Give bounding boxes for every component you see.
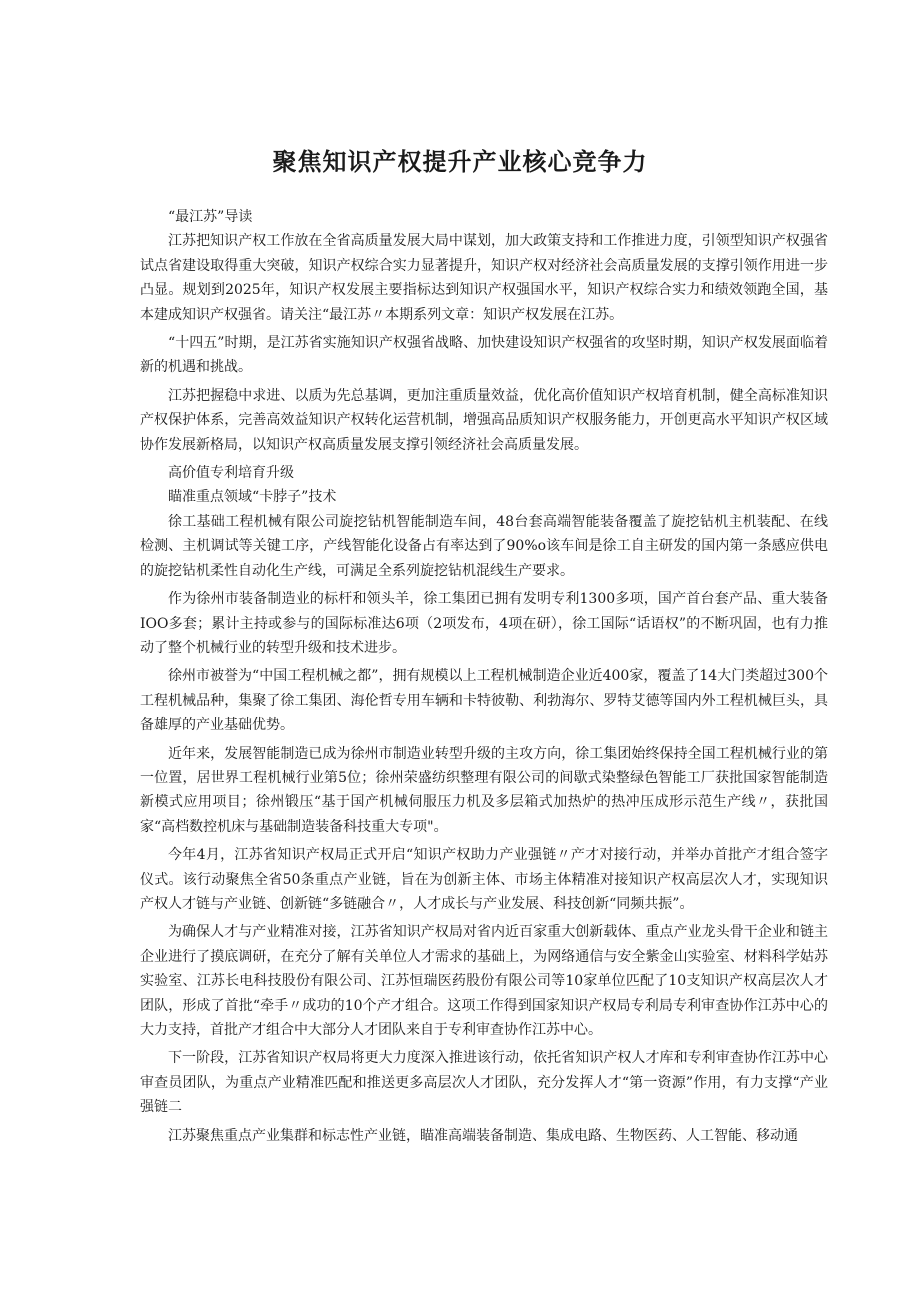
body-paragraph: 作为徐州市装备制造业的标杆和领头羊，徐工集团已拥有发明专利1300多项，国产首台套产品、重大装备IOO多套；累计主持或参与的国际标准达6项（2项发布，4项在研），徐工国际“话语权”的不断巩固，也有力推动了整个机械行业的转型升级和技术进步。 xyxy=(140,591,828,656)
intro-label: “最江苏”导读 xyxy=(168,209,253,225)
body-paragraph: 为确保人才与产业精准对接，江苏省知识产权局对省内近百家重大创新载体、重点产业龙头骨干企业和链主企业进行了摸底调研，在充分了解有关单位人才需求的基础上，为网络通信与安全紫金山实验室、材料科学姑苏实验室、江苏长电科技股份有限公司、江苏恒瑞医药股份有限公司等10家单位匹配了10支知识产权高层次人才团队，形成了首批“牵手〃成功的10个产才组合。这项工作得到国家知识产权局专利局专利审查协作江苏中心的大力支持，首批产才组合中大部分人才团队来自于专利审查协作江苏中心。 xyxy=(140,924,828,1038)
body-paragraph: 江苏聚焦重点产业集群和标志性产业链，瞄准高端装备制造、集成电路、生物医药、人工智能、移动通 xyxy=(168,1127,798,1144)
document-body xyxy=(140,205,828,1152)
document-title: 聚焦知识产权提升产业核心竞争力 xyxy=(272,148,648,176)
body-paragraph: 江苏把知识产权工作放在全省高质量发展大局中谋划，加大政策支持和工作推进力度，引领型知识产权强省试点省建设取得重大突破，知识产权综合实力显著提升，知识产权对经济社会高质量发展的支撑引领作用进一步凸显。规划到2025年，知识产权发展主要指标达到知识产权强国水平，知识产权综合实力和绩效领跑全国，基本建成知识产权强省。请关注“最江苏〃本期系列文章：知识产权发展在江苏。 xyxy=(140,233,828,323)
body-paragraph: “十四五”时期，是江苏省实施知识产权强省战略、加快建设知识产权强省的攻坚时期，知识产权发展面临着新的机遇和挑战。 xyxy=(140,335,828,376)
body-paragraph: 下一阶段，江苏省知识产权局将更大力度深入推进该行动，依托省知识产权人才库和专利审查协作江苏中心审查员团队，为重点产业精准匹配和推送更多高层次人才团队，充分发挥人才“第一资源”作用，有力支撑“产业强链二 xyxy=(140,1050,828,1116)
section-heading: 高价值专利培育升级 xyxy=(168,465,294,482)
body-paragraph: 江苏把握稳中求进、以质为先总基调，更加注重质量效益，优化高价值知识产权培育机制，健全高标准知识产权保护体系，完善高效益知识产权转化运营机制，增强高品质知识产权服务能力，开创更高水平知识产权区域协作发展新格局，以知识产权高质量发展支撑引领经济社会高质量发展。 xyxy=(140,387,828,453)
body-paragraph: 近年来，发展智能制造已成为徐州市制造业转型升级的主攻方向，徐工集团始终保持全国工程机械行业的第一位置，居世界工程机械行业第5位；徐州荣盛纺织整理有限公司的间歇式染整绿色智能工厂获批国家智能制造新模式应用项目；徐州锻压“基于国产机械伺服压力机及多层箱式加热炉的热冲压成形示范生产线〃，获批国家“高档数控机床与基础制造装备科技重大专项"。 xyxy=(140,745,828,835)
body-paragraph: 徐州市被誉为“中国工程机械之都”，拥有规模以上工程机械制造企业近400家，覆盖了14大门类超过300个工程机械品种，集聚了徐工集团、海伦哲专用车辆和卡特彼勒、利勃海尔、罗特艾德等国内外工程机械巨头，具备雄厚的产业基础优势。 xyxy=(140,668,828,734)
body-paragraph: 徐工基础工程机械有限公司旋挖钻机智能制造车间，48台套高端智能装备覆盖了旋挖钻机主机装配、在线检测、主机调试等关键工序，产线智能化设备占有率达到了90%o该车间是徐工自主研发的国内第一条感应供电的旋挖钻机柔性自动化生产线，可满足全系列旋挖钻机混线生产要求。 xyxy=(140,513,828,579)
body-paragraph: 今年4月，江苏省知识产权局正式开启“知识产权助力产业强链〃产才对接行动，并举办首批产才组合签字仪式。该行动聚焦全省50条重点产业链，旨在为创新主体、市场主体精准对接知识产权高层次人才，实现知识产权人才链与产业链、创新链“多链融合〃，人才成长与产业发展、科技创新“同频共振”。 xyxy=(140,847,828,912)
section-subheading: 瞄准重点领域“卡脖子”技术 xyxy=(168,489,337,506)
